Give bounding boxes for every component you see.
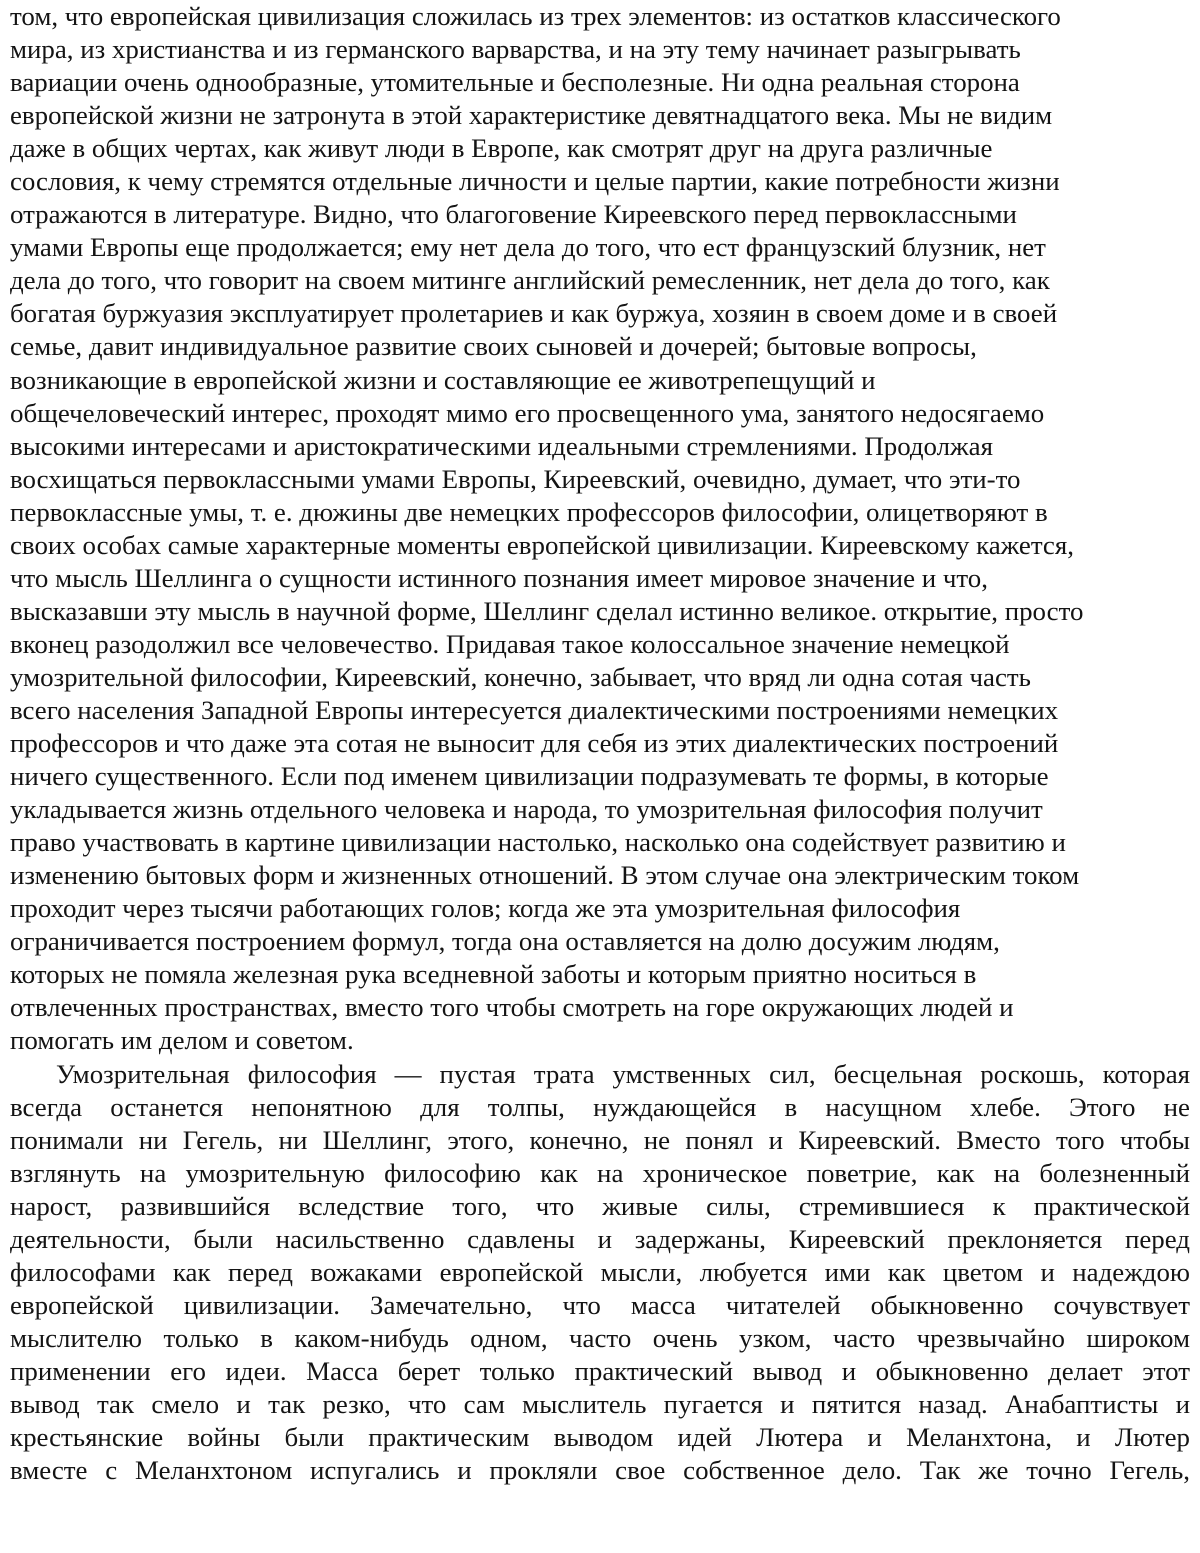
text-line: деятельности, были насильственно сдавлены и задержаны, Киреевский преклоняется перед bbox=[10, 1223, 1190, 1254]
text-line: европейской жизни не затронута в этой характеристике девятнадцатого века. Мы не видим bbox=[10, 100, 1053, 131]
text-line: вместе с Меланхтоном испугались и прокляли свое собственное дело. Так же точно Гегель, bbox=[10, 1455, 1190, 1486]
text-line: ничего существенного. Если под именем цивилизации подразумевать те формы, в которые bbox=[10, 761, 1049, 792]
text-line: профессоров и что даже эта сотая не выносит для себя из этих диалектических построений bbox=[10, 728, 1059, 759]
text-line: помогать им делом и советом. bbox=[10, 1025, 354, 1056]
text-line: применении его идеи. Масса берет только практический вывод и обыкновенно делает этот bbox=[10, 1355, 1190, 1386]
text-line: первоклассные умы, т. е. дюжины две немецких профессоров философии, олицетворяют в bbox=[10, 496, 1048, 527]
text-line: общечеловеческий интерес, проходят мимо его просвещенного ума, занятого недосягаемо bbox=[10, 397, 1045, 428]
text-line: крестьянские войны были практическим выводом идей Лютера и Меланхтона, и Лютер bbox=[10, 1422, 1190, 1453]
text-line: вконец разодолжил все человечество. Придавая такое колоссальное значение немецкой bbox=[10, 628, 1010, 659]
text-line: всегда останется непонятною для толпы, нуждающейся в насущном хлебе. Этого не bbox=[10, 1091, 1190, 1122]
text-line: что мысль Шеллинга о сущности истинного познания имеет мировое значение и что, bbox=[10, 562, 988, 593]
text-line: ограничивается построением формул, тогда она оставляется на долю досужим людям, bbox=[10, 926, 1000, 957]
text-line: мыслителю только в каком-нибудь одном, часто очень узком, часто чрезвычайно широком bbox=[10, 1322, 1190, 1353]
text-line: философами как перед вожаками европейской мысли, любуется ими как цветом и надеждою bbox=[10, 1256, 1190, 1287]
text-line: мира, из христианства и из германского варварства, и на эту тему начинает разыгрывать bbox=[10, 34, 1021, 65]
text-line: умозрительной философии, Киреевский, конечно, забывает, что вряд ли одна сотая часть bbox=[10, 661, 1031, 692]
text-line: высокими интересами и аристократическими идеальными стремлениями. Продолжая bbox=[10, 430, 993, 461]
text-line: даже в общих чертах, как живут люди в Европе, как смотрят друг на друга различные bbox=[10, 133, 993, 164]
text-line: укладывается жизнь отдельного человека и народа, то умозрительная философия получит bbox=[10, 794, 1043, 825]
paragraph bbox=[10, 1058, 1190, 1488]
text-line: взглянуть на умозрительную философию как на хроническое поветрие, как на болезненный bbox=[10, 1157, 1190, 1188]
text-line: отвлеченных пространствах, вместо того чтобы смотреть на горе окружающих людей и bbox=[10, 992, 1014, 1023]
text-line: Умозрительная философия — пустая трата умственных сил, бесцельная роскошь, которая bbox=[56, 1058, 1190, 1089]
text-line: высказавши эту мысль в научной форме, Шеллинг сделал истинно великое. открытие, просто bbox=[10, 595, 1084, 626]
text-line: семье, давит индивидуальное развитие своих сыновей и дочерей; бытовые вопросы, bbox=[10, 331, 977, 362]
document-body bbox=[10, 0, 1190, 1487]
text-line: проходит через тысячи работающих голов; когда же эта умозрительная философия bbox=[10, 893, 961, 924]
text-line: сословия, к чему стремятся отдельные личности и целые партии, какие потребности жизни bbox=[10, 166, 1060, 197]
text-line: отражаются в литературе. Видно, что благоговение Киреевского перед первоклассными bbox=[10, 199, 1017, 230]
text-line: дела до того, что говорит на своем митинге английский ремесленник, нет дела до того, как bbox=[10, 265, 1050, 296]
text-line: право участвовать в картине цивилизации настолько, насколько она содействует развитию и bbox=[10, 827, 1066, 858]
text-line: европейской цивилизации. Замечательно, что масса читателей обыкновенно сочувствует bbox=[10, 1289, 1190, 1320]
text-line: богатая буржуазия эксплуатирует пролетариев и как буржуа, хозяин в своем доме и в своей bbox=[10, 298, 1058, 329]
text-line: возникающие в европейской жизни и составляющие ее животрепещущий и bbox=[10, 364, 876, 395]
text-line: всего населения Западной Европы интересуется диалектическими построениями немецких bbox=[10, 694, 1059, 725]
text-line: умами Европы еще продолжается; ему нет дела до того, что ест французский блузник, нет bbox=[10, 232, 1046, 263]
text-line: вариации очень однообразные, утомительные и бесполезные. Ни одна реальная сторона bbox=[10, 67, 1020, 98]
text-line: восхищаться первоклассными умами Европы, Киреевский, очевидно, думает, что эти-то bbox=[10, 463, 1021, 494]
text-line: которых не помяла железная рука вседневной заботы и которым приятно носиться в bbox=[10, 959, 977, 990]
text-line: понимали ни Гегель, ни Шеллинг, этого, конечно, не понял и Киреевский. Вместо того чтобы bbox=[10, 1124, 1190, 1155]
text-line: вывод так смело и так резко, что сам мыслитель пугается и пятится назад. Анабаптисты и bbox=[10, 1388, 1190, 1419]
text-line: своих особах самые характерные моменты европейской цивилизации. Киреевскому кажется, bbox=[10, 529, 1074, 560]
text-line: изменению бытовых форм и жизненных отношений. В этом случае она электрическим током bbox=[10, 860, 1080, 891]
text-line: нарост, развившийся вследствие того, что живые силы, стремившиеся к практической bbox=[10, 1190, 1190, 1221]
paragraph bbox=[10, 0, 1190, 1058]
text-line: том, что европейская цивилизация сложилась из трех элементов: из остатков классического bbox=[10, 1, 1061, 31]
